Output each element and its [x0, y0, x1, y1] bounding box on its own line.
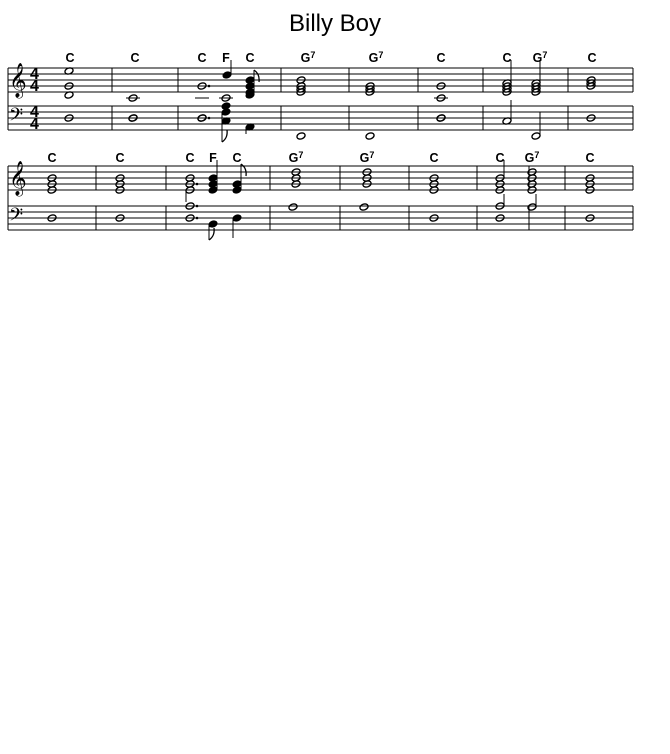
time-signature-top: 4 — [30, 66, 39, 83]
quarter-note — [208, 186, 218, 194]
chord-symbol: C — [185, 151, 195, 165]
treble-staff — [8, 166, 633, 190]
chord-symbol: C — [130, 51, 140, 65]
chord-symbol: C — [65, 51, 75, 65]
whole-note — [527, 203, 537, 211]
page-title: Billy Boy — [288, 10, 382, 37]
quarter-note — [208, 220, 218, 228]
whole-note — [359, 203, 369, 211]
chord-symbol: C — [115, 151, 125, 165]
chord-extension: 7 — [298, 150, 304, 160]
chord-symbol: $G^7$ — [524, 150, 540, 165]
dot — [208, 85, 211, 88]
chord-symbol: C — [429, 151, 439, 165]
chord-symbol: C — [495, 151, 505, 165]
dot — [196, 183, 199, 186]
treble-clef-icon: 𝄞 — [9, 161, 27, 196]
quarter-note — [232, 186, 242, 194]
whole-note — [296, 132, 306, 140]
chord-extension: 7 — [369, 150, 375, 160]
chord-symbol: $G^7$ — [300, 50, 316, 65]
chord-symbol: $G^7$ — [532, 50, 548, 65]
chord-extension: 7 — [534, 150, 540, 160]
dot — [196, 217, 199, 220]
chord-symbol: $G^7$ — [359, 150, 375, 165]
bass-clef-icon: 𝄢 — [9, 105, 24, 130]
chord-symbol: C — [587, 51, 597, 65]
time-signature-bottom: 4 — [30, 116, 39, 133]
whole-note — [531, 132, 541, 140]
treble-clef-icon: 𝄞 — [9, 63, 27, 98]
chord-extension: 7 — [378, 50, 384, 60]
dot — [196, 205, 199, 208]
bass-clef-icon: 𝄢 — [9, 205, 24, 230]
time-signature-bottom: 4 — [30, 78, 39, 95]
whole-note — [288, 203, 298, 211]
chord-symbol: C — [245, 51, 255, 65]
chord-symbol: C — [502, 51, 512, 65]
quarter-note — [222, 71, 232, 79]
chord-symbol: C — [197, 51, 207, 65]
chord-extension: 7 — [310, 50, 316, 60]
chord-symbol: C — [47, 151, 57, 165]
chord-symbol: F — [222, 51, 230, 65]
chord-symbol: C — [232, 151, 242, 165]
chord-symbol: F — [209, 151, 217, 165]
chord-extension: 7 — [542, 50, 548, 60]
quarter-note — [232, 214, 242, 222]
chord-symbol: $G^7$ — [288, 150, 304, 165]
whole-note — [365, 132, 375, 140]
flag — [222, 130, 227, 142]
time-signature-top: 4 — [30, 104, 39, 121]
bass-staff — [8, 206, 633, 230]
quarter-note — [221, 102, 231, 110]
chord-symbol: C — [585, 151, 595, 165]
chord-symbol: C — [436, 51, 446, 65]
bass-staff — [8, 106, 633, 130]
dot — [208, 117, 211, 120]
chord-symbol: $G^7$ — [368, 50, 384, 65]
